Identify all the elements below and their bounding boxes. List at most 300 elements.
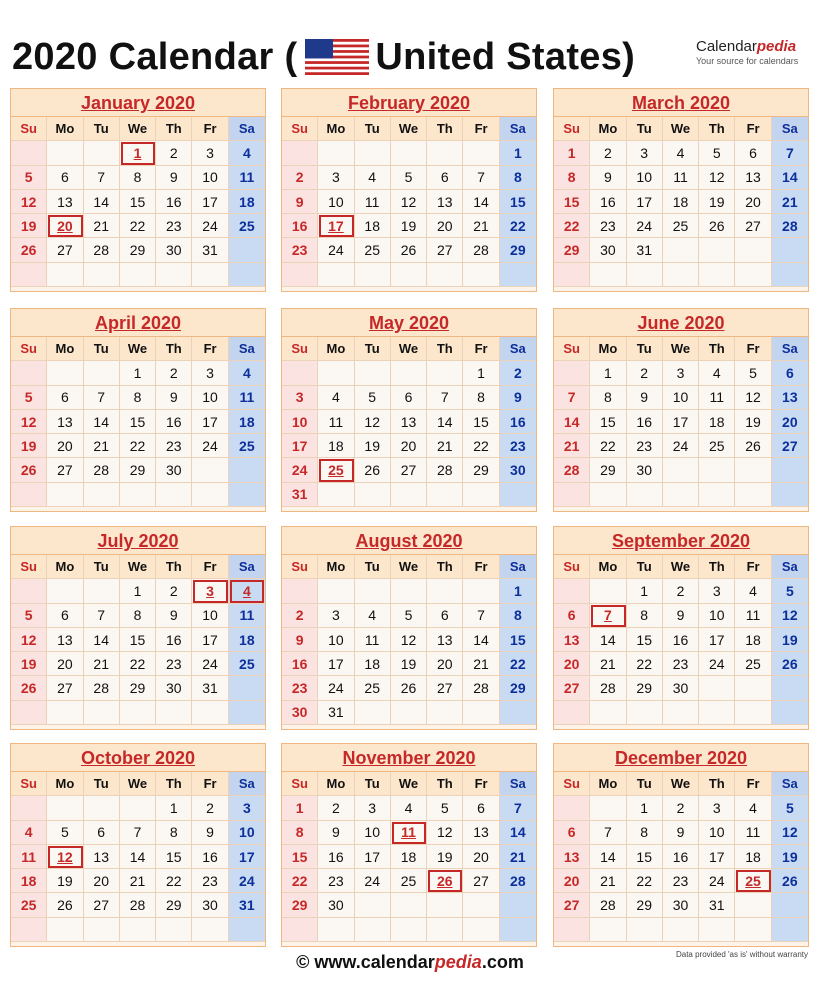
day-cell: 6 <box>554 604 590 628</box>
day-cell: 5 <box>427 796 463 820</box>
empty-day-cell <box>627 701 663 725</box>
month-6 <box>553 308 809 512</box>
day-cell: 12 <box>391 190 427 214</box>
empty-day-cell <box>11 263 47 287</box>
day-cell: 7 <box>463 166 499 190</box>
day-cell: 23 <box>156 214 192 238</box>
day-cell: 5 <box>391 166 427 190</box>
day-cell: 19 <box>11 214 47 238</box>
month-title: November 2020 <box>282 744 536 772</box>
empty-day-cell <box>84 263 120 287</box>
weekday-header: Su <box>11 117 47 141</box>
day-cell: 11 <box>229 386 265 410</box>
day-cell: 24 <box>192 214 228 238</box>
empty-day-cell <box>627 263 663 287</box>
weekday-header: Th <box>427 117 463 141</box>
day-cell: 27 <box>554 676 590 700</box>
empty-day-cell <box>500 893 536 917</box>
empty-day-cell <box>699 263 735 287</box>
day-cell: 20 <box>84 869 120 893</box>
holiday-day-cell: 11 <box>391 821 427 845</box>
day-cell: 21 <box>554 434 590 458</box>
empty-day-cell <box>735 918 771 942</box>
empty-day-cell <box>391 893 427 917</box>
day-cell: 28 <box>590 676 626 700</box>
empty-day-cell <box>318 918 354 942</box>
holiday-day-cell: 20 <box>47 214 83 238</box>
empty-day-cell <box>47 796 83 820</box>
day-cell: 28 <box>554 458 590 482</box>
day-cell: 18 <box>391 845 427 869</box>
empty-day-cell <box>156 263 192 287</box>
day-cell: 4 <box>229 141 265 165</box>
empty-day-cell <box>554 796 590 820</box>
day-cell: 8 <box>120 166 156 190</box>
empty-day-cell <box>463 701 499 725</box>
weekday-header: We <box>663 337 699 361</box>
empty-day-cell <box>120 263 156 287</box>
empty-day-cell <box>391 263 427 287</box>
day-cell: 22 <box>120 652 156 676</box>
empty-day-cell <box>772 458 808 482</box>
weekday-header: Sa <box>229 555 265 579</box>
holiday-day-cell: 25 <box>318 458 354 482</box>
day-cell: 13 <box>554 845 590 869</box>
empty-day-cell <box>627 918 663 942</box>
weekday-header: Tu <box>84 772 120 796</box>
month-11 <box>281 743 537 947</box>
day-cell: 7 <box>590 821 626 845</box>
day-cell: 20 <box>47 434 83 458</box>
empty-day-cell <box>120 918 156 942</box>
day-cell: 5 <box>47 821 83 845</box>
weekday-header: Sa <box>500 337 536 361</box>
day-cell: 24 <box>627 214 663 238</box>
day-cell: 19 <box>47 869 83 893</box>
day-cell: 22 <box>120 214 156 238</box>
day-cell: 28 <box>84 238 120 262</box>
day-cell: 26 <box>772 652 808 676</box>
day-cell: 22 <box>627 869 663 893</box>
day-cell: 23 <box>192 869 228 893</box>
day-cell: 29 <box>590 458 626 482</box>
weekday-header: Sa <box>772 772 808 796</box>
empty-day-cell <box>318 263 354 287</box>
disclaimer: Data provided 'as is' without warranty <box>675 950 808 959</box>
day-cell: 1 <box>282 796 318 820</box>
day-cell: 5 <box>772 796 808 820</box>
month-2 <box>281 88 537 292</box>
day-cell: 25 <box>355 676 391 700</box>
day-cell: 21 <box>590 652 626 676</box>
empty-day-cell <box>463 918 499 942</box>
day-cell: 11 <box>355 628 391 652</box>
day-cell: 9 <box>282 190 318 214</box>
empty-day-cell <box>192 701 228 725</box>
weekday-header: Su <box>554 772 590 796</box>
empty-day-cell <box>229 483 265 507</box>
empty-day-cell <box>427 701 463 725</box>
weekday-header: Th <box>699 117 735 141</box>
day-cell: 1 <box>627 579 663 603</box>
day-cell: 31 <box>192 676 228 700</box>
weekday-header: Sa <box>229 117 265 141</box>
day-cell: 5 <box>772 579 808 603</box>
day-cell: 16 <box>500 410 536 434</box>
month-4 <box>10 308 266 512</box>
day-cell: 17 <box>355 845 391 869</box>
empty-day-cell <box>156 701 192 725</box>
day-cell: 3 <box>192 361 228 385</box>
weekday-header: Tu <box>627 772 663 796</box>
month-title: June 2020 <box>554 309 808 337</box>
empty-day-cell <box>391 579 427 603</box>
day-cell: 6 <box>427 166 463 190</box>
day-cell: 10 <box>699 821 735 845</box>
day-cell: 2 <box>590 141 626 165</box>
empty-day-cell <box>84 483 120 507</box>
day-cell: 10 <box>192 604 228 628</box>
day-cell: 8 <box>120 386 156 410</box>
day-cell: 9 <box>590 166 626 190</box>
weekday-header: Tu <box>627 117 663 141</box>
month-days <box>282 555 536 725</box>
day-cell: 30 <box>663 893 699 917</box>
day-cell: 30 <box>156 458 192 482</box>
day-cell: 19 <box>772 628 808 652</box>
day-cell: 3 <box>318 604 354 628</box>
day-cell: 11 <box>735 604 771 628</box>
empty-day-cell <box>427 893 463 917</box>
empty-day-cell <box>427 483 463 507</box>
title-suffix: United States) <box>375 35 636 78</box>
day-cell: 14 <box>772 166 808 190</box>
weekday-header: Sa <box>772 117 808 141</box>
empty-day-cell <box>11 796 47 820</box>
day-cell: 18 <box>318 434 354 458</box>
weekday-header: Mo <box>590 117 626 141</box>
day-cell: 24 <box>699 869 735 893</box>
empty-day-cell <box>463 141 499 165</box>
day-cell: 18 <box>735 845 771 869</box>
day-cell: 31 <box>192 238 228 262</box>
day-cell: 6 <box>772 361 808 385</box>
holiday-day-cell: 4 <box>229 579 265 603</box>
day-cell: 11 <box>11 845 47 869</box>
day-cell: 21 <box>84 434 120 458</box>
day-cell: 21 <box>463 214 499 238</box>
day-cell: 21 <box>463 652 499 676</box>
day-cell: 23 <box>663 652 699 676</box>
day-cell: 26 <box>772 869 808 893</box>
day-cell: 25 <box>663 214 699 238</box>
day-cell: 25 <box>735 652 771 676</box>
day-cell: 17 <box>663 410 699 434</box>
day-cell: 27 <box>391 458 427 482</box>
month-title: February 2020 <box>282 89 536 117</box>
day-cell: 28 <box>463 238 499 262</box>
day-cell: 24 <box>663 434 699 458</box>
day-cell: 23 <box>156 652 192 676</box>
empty-day-cell <box>229 238 265 262</box>
day-cell: 10 <box>229 821 265 845</box>
day-cell: 8 <box>627 821 663 845</box>
day-cell: 5 <box>391 604 427 628</box>
day-cell: 25 <box>229 652 265 676</box>
month-days <box>554 772 808 942</box>
day-cell: 15 <box>120 628 156 652</box>
empty-day-cell <box>229 701 265 725</box>
day-cell: 7 <box>84 386 120 410</box>
day-cell: 3 <box>699 579 735 603</box>
empty-day-cell <box>627 483 663 507</box>
weekday-header: Mo <box>47 772 83 796</box>
day-cell: 19 <box>735 410 771 434</box>
day-cell: 16 <box>318 845 354 869</box>
day-cell: 6 <box>47 166 83 190</box>
day-cell: 19 <box>11 434 47 458</box>
empty-day-cell <box>120 483 156 507</box>
month-title: December 2020 <box>554 744 808 772</box>
day-cell: 30 <box>192 893 228 917</box>
empty-day-cell <box>282 361 318 385</box>
day-cell: 19 <box>699 190 735 214</box>
day-cell: 18 <box>355 652 391 676</box>
month-days <box>554 117 808 287</box>
weekday-header: Tu <box>355 772 391 796</box>
weekday-header: Mo <box>318 772 354 796</box>
empty-day-cell <box>500 918 536 942</box>
day-cell: 12 <box>735 386 771 410</box>
day-cell: 18 <box>229 410 265 434</box>
day-cell: 1 <box>120 579 156 603</box>
day-cell: 7 <box>554 386 590 410</box>
day-cell: 28 <box>590 893 626 917</box>
empty-day-cell <box>282 141 318 165</box>
weekday-header: Th <box>156 117 192 141</box>
empty-day-cell <box>554 483 590 507</box>
empty-day-cell <box>554 579 590 603</box>
day-cell: 29 <box>627 893 663 917</box>
day-cell: 2 <box>318 796 354 820</box>
day-cell: 24 <box>699 652 735 676</box>
empty-day-cell <box>427 263 463 287</box>
empty-day-cell <box>11 918 47 942</box>
weekday-header: Su <box>554 337 590 361</box>
day-cell: 13 <box>47 190 83 214</box>
weekday-header: We <box>663 555 699 579</box>
day-cell: 15 <box>156 845 192 869</box>
empty-day-cell <box>47 141 83 165</box>
empty-day-cell <box>699 458 735 482</box>
day-cell: 19 <box>772 845 808 869</box>
day-cell: 27 <box>735 214 771 238</box>
empty-day-cell <box>318 361 354 385</box>
empty-day-cell <box>391 918 427 942</box>
day-cell: 8 <box>554 166 590 190</box>
month-12 <box>553 743 809 947</box>
day-cell: 26 <box>391 238 427 262</box>
day-cell: 19 <box>355 434 391 458</box>
day-cell: 9 <box>663 821 699 845</box>
day-cell: 23 <box>282 676 318 700</box>
day-cell: 8 <box>463 386 499 410</box>
day-cell: 9 <box>156 166 192 190</box>
empty-day-cell <box>192 483 228 507</box>
day-cell: 30 <box>663 676 699 700</box>
day-cell: 31 <box>282 483 318 507</box>
day-cell: 4 <box>355 604 391 628</box>
weekday-header: Fr <box>735 555 771 579</box>
empty-day-cell <box>590 263 626 287</box>
empty-day-cell <box>355 579 391 603</box>
empty-day-cell <box>84 796 120 820</box>
empty-day-cell <box>735 458 771 482</box>
month-days <box>11 772 265 942</box>
day-cell: 30 <box>318 893 354 917</box>
day-cell: 21 <box>590 869 626 893</box>
weekday-header: We <box>391 555 427 579</box>
day-cell: 26 <box>355 458 391 482</box>
day-cell: 12 <box>391 628 427 652</box>
empty-day-cell <box>229 458 265 482</box>
empty-day-cell <box>156 918 192 942</box>
day-cell: 7 <box>500 796 536 820</box>
month-5 <box>281 308 537 512</box>
day-cell: 22 <box>156 869 192 893</box>
empty-day-cell <box>282 918 318 942</box>
weekday-header: Th <box>699 337 735 361</box>
day-cell: 1 <box>463 361 499 385</box>
empty-day-cell <box>735 701 771 725</box>
weekday-header: We <box>391 772 427 796</box>
empty-day-cell <box>84 361 120 385</box>
month-3 <box>553 88 809 292</box>
day-cell: 2 <box>156 361 192 385</box>
day-cell: 25 <box>699 434 735 458</box>
weekday-header: Su <box>282 555 318 579</box>
day-cell: 9 <box>500 386 536 410</box>
weekday-header: We <box>120 117 156 141</box>
day-cell: 22 <box>627 652 663 676</box>
empty-day-cell <box>47 701 83 725</box>
empty-day-cell <box>463 263 499 287</box>
day-cell: 16 <box>590 190 626 214</box>
weekday-header: Mo <box>47 555 83 579</box>
day-cell: 12 <box>772 604 808 628</box>
weekday-header: Mo <box>47 117 83 141</box>
holiday-day-cell: 26 <box>427 869 463 893</box>
day-cell: 2 <box>500 361 536 385</box>
weekday-header: Th <box>427 772 463 796</box>
empty-day-cell <box>192 458 228 482</box>
day-cell: 2 <box>192 796 228 820</box>
weekday-header: Su <box>282 772 318 796</box>
day-cell: 29 <box>120 676 156 700</box>
day-cell: 18 <box>11 869 47 893</box>
day-cell: 16 <box>627 410 663 434</box>
day-cell: 8 <box>500 604 536 628</box>
day-cell: 29 <box>500 676 536 700</box>
day-cell: 11 <box>699 386 735 410</box>
empty-day-cell <box>772 893 808 917</box>
day-cell: 24 <box>282 458 318 482</box>
empty-day-cell <box>427 361 463 385</box>
empty-day-cell <box>699 483 735 507</box>
day-cell: 11 <box>229 166 265 190</box>
day-cell: 16 <box>282 214 318 238</box>
brand-logo[interactable] <box>696 38 810 66</box>
day-cell: 23 <box>156 434 192 458</box>
weekday-header: Su <box>282 337 318 361</box>
day-cell: 25 <box>391 869 427 893</box>
day-cell: 14 <box>427 410 463 434</box>
day-cell: 3 <box>192 141 228 165</box>
day-cell: 17 <box>699 628 735 652</box>
empty-day-cell <box>463 483 499 507</box>
day-cell: 16 <box>192 845 228 869</box>
day-cell: 15 <box>500 190 536 214</box>
month-days <box>554 555 808 725</box>
day-cell: 29 <box>554 238 590 262</box>
day-cell: 6 <box>47 386 83 410</box>
day-cell: 16 <box>156 190 192 214</box>
day-cell: 9 <box>156 386 192 410</box>
empty-day-cell <box>229 263 265 287</box>
empty-day-cell <box>699 918 735 942</box>
day-cell: 5 <box>11 386 47 410</box>
day-cell: 24 <box>192 434 228 458</box>
day-cell: 1 <box>120 361 156 385</box>
day-cell: 4 <box>229 361 265 385</box>
weekday-header: Fr <box>735 772 771 796</box>
day-cell: 22 <box>500 214 536 238</box>
day-cell: 27 <box>554 893 590 917</box>
day-cell: 5 <box>699 141 735 165</box>
weekday-header: We <box>663 117 699 141</box>
empty-day-cell <box>391 483 427 507</box>
footer-url[interactable]: © www.calendarpedia.com <box>296 952 524 972</box>
page-title <box>12 34 635 80</box>
day-cell: 14 <box>84 410 120 434</box>
weekday-header: Th <box>427 555 463 579</box>
day-cell: 17 <box>282 434 318 458</box>
day-cell: 13 <box>772 386 808 410</box>
holiday-day-cell: 1 <box>120 141 156 165</box>
weekday-header: Fr <box>192 337 228 361</box>
day-cell: 4 <box>318 386 354 410</box>
day-cell: 22 <box>590 434 626 458</box>
day-cell: 10 <box>355 821 391 845</box>
weekday-header: Mo <box>47 337 83 361</box>
empty-day-cell <box>355 893 391 917</box>
day-cell: 2 <box>663 796 699 820</box>
day-cell: 10 <box>699 604 735 628</box>
day-cell: 27 <box>427 238 463 262</box>
empty-day-cell <box>47 361 83 385</box>
day-cell: 11 <box>663 166 699 190</box>
day-cell: 19 <box>11 652 47 676</box>
weekday-header: Fr <box>192 772 228 796</box>
day-cell: 23 <box>500 434 536 458</box>
day-cell: 7 <box>427 386 463 410</box>
weekday-header: Mo <box>318 555 354 579</box>
day-cell: 12 <box>11 190 47 214</box>
weekday-header: We <box>120 772 156 796</box>
day-cell: 13 <box>47 628 83 652</box>
day-cell: 13 <box>735 166 771 190</box>
empty-day-cell <box>355 141 391 165</box>
